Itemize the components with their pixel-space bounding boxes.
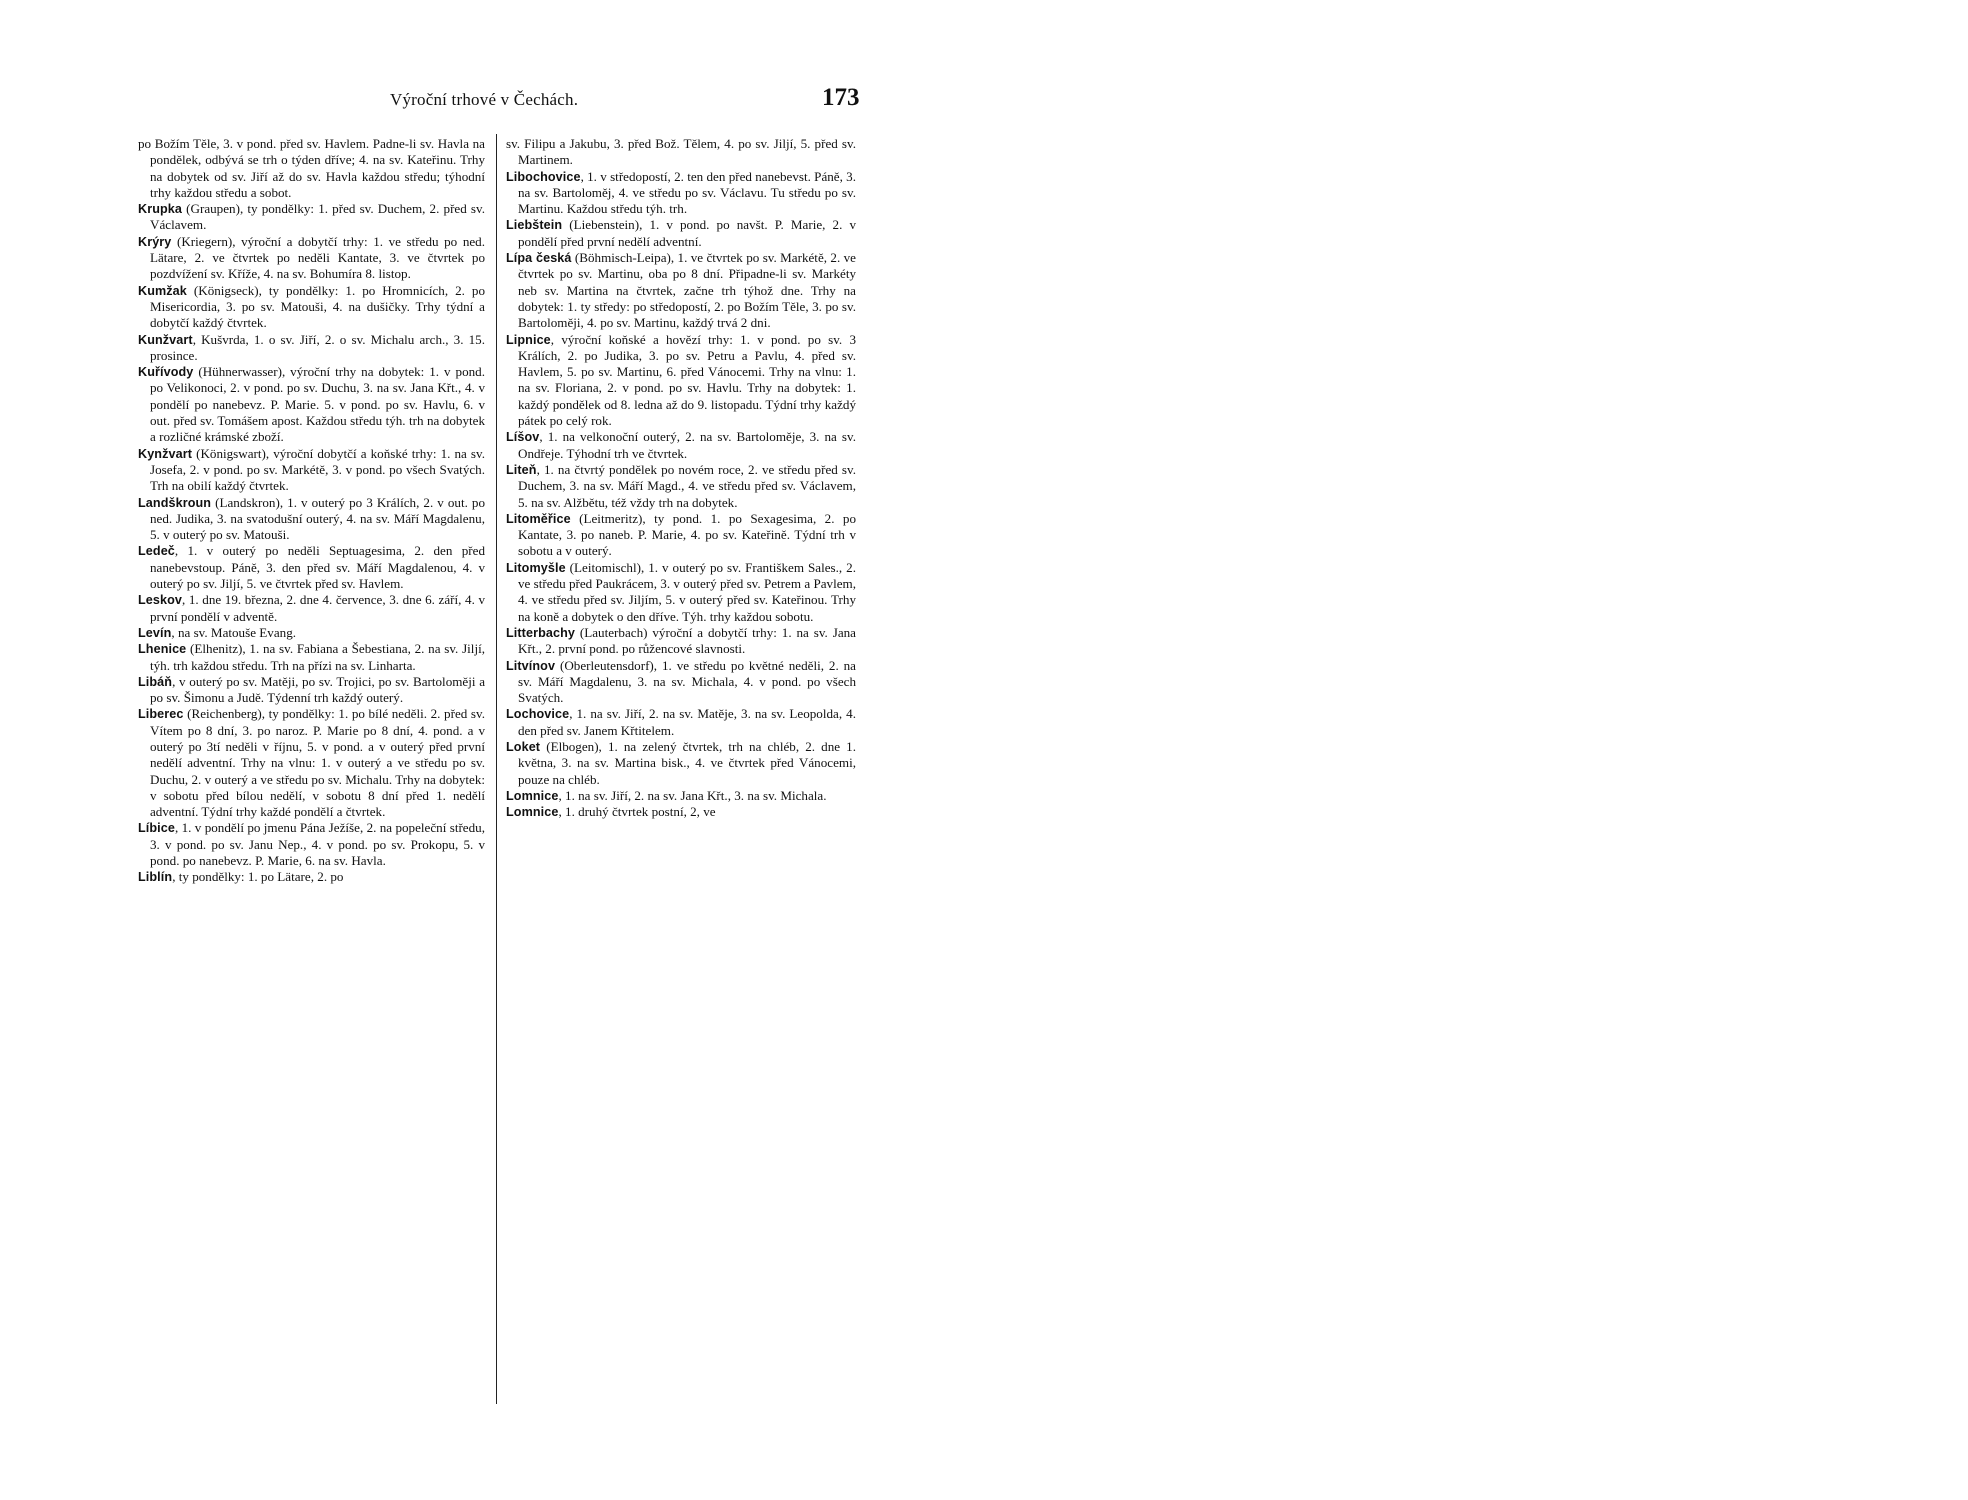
entry-text: , 1. na velkonoční outerý, 2. na sv. Bartoloměje, 3. na sv. Ondřeje. Týhodní trh ve čtvrtek. (518, 429, 856, 461)
entry-text: , 1. v outerý po neděli Septuagesima, 2. den před nanebevstoup. Páně, 3. den před sv. Máří Magdalenou, 4. v outerý po sv. Jiljí, 5. ve čtvrtek před sv. Havlem. (150, 543, 485, 592)
town-name: Kumžak (138, 283, 187, 298)
market-entry (506, 511, 856, 560)
market-entry (138, 332, 485, 365)
town-name: Litvínov (506, 658, 556, 673)
town-name: Lhenice (138, 642, 187, 657)
entry-text: (Böhmisch-Leipa), 1. ve čtvrtek po sv. Markétě, 2. ve čtvrtek po sv. Martinu, oba po 8 dní. Připadne-li sv. Markéty neb sv. Martina na čtvrtek, začne trh týhož dne. Trhy na dobytek: 1. ty středy: po středopostí, 2. po Božím Těle, 3. po sv. Bartoloměji, 4. po sv. Martinu, každý trvá 2 dni. (518, 250, 856, 331)
town-name: Lomnice (506, 805, 559, 820)
market-entry (506, 217, 856, 250)
market-entry (138, 446, 485, 495)
market-entry (506, 788, 856, 804)
market-entry (506, 332, 856, 430)
town-name: Litomyšle (506, 560, 566, 575)
entry-text: , 1. na sv. Jiří, 2. na sv. Matěje, 3. na sv. Leopolda, 4. den před sv. Janem Křtitelem. (518, 706, 856, 738)
entry-text: , na sv. Matouše Evang. (171, 624, 297, 640)
text-column (506, 136, 856, 820)
entry-text: (Leitmeritz), ty pond. 1. po Sexagesima, 2. po Kantate, 3. po naneb. P. Marie, 4. po sv. Kateřině. Týdní trh v sobotu a v outerý. (518, 510, 856, 559)
entry-text: , 1. druhý čtvrtek postní, 2, ve (558, 804, 716, 820)
town-name: Liblín (138, 870, 173, 885)
town-name: Líbice (138, 821, 175, 836)
entry-text: (Königseck), ty pondělky: 1. po Hromnicích, 2. po Misericordia, 3. po sv. Matouši, 4. na dušičky. Trhy týdní a dobytčí každý čtvrtek. (150, 282, 485, 331)
entry-text: , výroční koňské a hovězí trhy: 1. v pond. po sv. 3 Králích, 2. po Judika, 3. po sv. Petru a Pavlu, 4. před sv. Havlem, 5. po sv. Martinu, 6. před Vánocemi. Trhy na vlnu: 1. na sv. Floriana, 2. v pond. po sv. Havlu. Trhy na dobytek: 1. každý pondělek od 8. ledna až do 9. listopadu. Týdní trhy každý pátek po celý rok. (518, 331, 856, 429)
market-entry (506, 136, 856, 169)
entry-text: , 1. na sv. Jiří, 2. na sv. Jana Křt., 3. na sv. Michala. (558, 787, 827, 803)
market-entry (138, 625, 485, 641)
market-entry (506, 560, 856, 625)
town-name: Krupka (138, 202, 182, 217)
entry-text: , 1. dne 19. března, 2. dne 4. července, 3. dne 6. září, 4. v první pondělí v adventě. (150, 592, 485, 624)
town-name: Ledeč (138, 544, 175, 559)
town-name: Loket (506, 739, 541, 754)
market-entry (138, 364, 485, 445)
town-name: Landškroun (138, 495, 212, 510)
entry-text: po Božím Těle, 3. v pond. před sv. Havlem. Padne-li sv. Havla na pondělek, odbývá se trh o týden dříve; 4. na sv. Kateřinu. Trhy na dobytek od sv. Jiří až do sv. Havla každou středu; týhodní trhy každou středu a sobot. (138, 136, 485, 200)
entry-text: (Kriegern), výroční a dobytčí trhy: 1. ve středu po ned. Lätare, 2. ve čtvrtek po neděli Kantate, 3. ve čtvrtek po pozdvížení sv. Kříže, 4. na sv. Bohumíra 8. listop. (150, 233, 485, 282)
market-entry (506, 462, 856, 511)
town-name: Kynžvart (138, 446, 192, 461)
entry-text: (Königswart), výroční dobytčí a koňské trhy: 1. na sv. Josefa, 2. v pond. po sv. Markétě, 3. v pond. po všech Svatých. Trh na obilí každý čtvrtek. (150, 445, 485, 494)
market-entry (138, 869, 485, 885)
market-entry (138, 592, 485, 625)
town-name: Liebštein (506, 218, 563, 233)
market-entry (138, 674, 485, 707)
entry-text: , ty pondělky: 1. po Lätare, 2. po (172, 869, 344, 885)
entry-text: (Landskron), 1. v outerý po 3 Králích, 2. v out. po ned. Judika, 3. na svatodušní outerý, 4. na sv. Máří Magdalenu, 5. v outerý po sv. Matouši. (150, 494, 485, 543)
entry-text: , v outerý po sv. Matěji, po sv. Trojici, po sv. Bartoloměji a po sv. Šimonu a Judě. Týdenní trh každý outerý. (150, 673, 485, 706)
column-divider (496, 134, 497, 1404)
entry-text: (Elhenitz), 1. na sv. Fabiana a Šebestiana, 2. na sv. Jiljí, týh. trh každou středu. Trh na přízi na sv. Linharta. (150, 641, 485, 673)
entry-text: sv. Filipu a Jakubu, 3. před Bož. Tělem, 4. po sv. Jiljí, 5. před sv. Martinem. (506, 136, 856, 168)
town-name: Lipnice (506, 332, 551, 347)
town-name: Lomnice (506, 788, 559, 803)
entry-text: (Oberleutensdorf), 1. ve středu po květné neděli, 2. na sv. Máří Magdalenu, 3. na sv. Michala, 4. v pond. po všech Svatých. (518, 657, 856, 706)
entry-text: (Graupen), ty pondělky: 1. před sv. Duchem, 2. před sv. Václavem. (150, 201, 485, 233)
entry-text: , Kušvrda, 1. o sv. Jiří, 2. o sv. Michalu arch., 3. 15. prosince. (150, 331, 485, 363)
entry-text: , 1. na čtvrtý pondělek po novém roce, 2. ve středu před sv. Duchem, 3. na sv. Máří Magd., 4. ve středu před sv. Václavem, 5. na sv. Alžbětu, též vždy trh na dobytek. (518, 461, 856, 510)
town-name: Leskov (138, 593, 183, 608)
market-entry (506, 658, 856, 707)
town-name: Kunžvart (138, 332, 193, 347)
town-name: Libáň (138, 674, 173, 689)
market-entry (138, 201, 485, 234)
market-entry (138, 234, 485, 283)
entry-text: (Reichenberg), ty pondělky: 1. po bílé neděli. 2. před sv. Vítem po 8 dní, 3. po naroz. P. Marie po 8 dní, 4. pond. a v outerý po 3tí neděli v říjnu, 5. v pond. a v outerý před první nedělí adventní. Trhy na vlnu: 1. v outerý a ve středu po sv. Duchu, 2. v outerý a ve středu po sv. Michalu. Trhy na dobytek: v sobotu před bílou nedělí, v sobotu 8 dní před 1. nedělí adventní. Týdní trhy každé pondělí a čtvrtek. (150, 706, 485, 820)
market-entry (506, 429, 856, 462)
town-name: Litoměřice (506, 511, 571, 526)
town-name: Líšov (506, 430, 540, 445)
town-name: Litterbachy (506, 625, 575, 640)
entry-text: (Leitomischl), 1. v outerý po sv. Františkem Sales., 2. ve středu před Paukrácem, 3. v outerý před sv. Petrem a Pavlem, 4. ve středu před sv. Jiljím, 5. v outerý před sv. Kateřinou. Trhy na koně a dobytek o den dříve. Týh. trhy každou sobotu. (518, 559, 856, 624)
town-name: Liteň (506, 462, 537, 477)
market-entry (138, 820, 485, 869)
market-entry (506, 625, 856, 658)
entry-text: , 1. v středopostí, 2. ten den před nanebevst. Páně, 3. na sv. Bartoloměj, 4. ve středu po sv. Václavu. Tu středu po sv. Martinu. Každou středu týh. trh. (518, 168, 856, 217)
town-name: Libochovice (506, 169, 581, 184)
page-number: 173 (822, 84, 860, 111)
market-entry (506, 706, 856, 739)
market-entry (138, 136, 485, 201)
entry-text: (Liebenstein), 1. v pond. po navšt. P. Marie, 2. v pondělí před první nedělí adventní. (518, 217, 856, 249)
market-entry (138, 641, 485, 674)
market-entry (138, 543, 485, 592)
town-name: Lochovice (506, 707, 570, 722)
market-entry (506, 250, 856, 331)
town-name: Krýry (138, 234, 172, 249)
town-name: Kuřívody (138, 365, 194, 380)
market-entry (506, 739, 856, 788)
running-head: Výroční trhové v Čechách. (390, 90, 579, 109)
market-entry (138, 495, 485, 544)
market-entry (138, 706, 485, 820)
town-name: Levín (138, 625, 172, 640)
market-entry (506, 804, 856, 820)
town-name: Lípa česká (506, 251, 572, 266)
market-entry (506, 169, 856, 218)
town-name: Liberec (138, 707, 184, 722)
entry-text: (Hühnerwasser), výroční trhy na dobytek: 1. v pond. po Velikonoci, 2. v pond. po sv. Duchu, 3. na sv. Jana Křt., 4. v pondělí po nanebevz. P. Marie. 5. v pond. po sv. Havlu, 6. v out. před sv. Tomášem apost. Každou středu týh. trh na dobytek a rozličné krámské zboží. (150, 364, 485, 445)
entry-text: , 1. v pondělí po jmenu Pána Ježíše, 2. na popeleční středu, 3. v pond. po sv. Janu Nep., 4. v pond. po sv. Prokopu, 5. v pond. po nanebevz. P. Marie, 6. na sv. Havla. (150, 820, 485, 869)
market-entry (138, 283, 485, 332)
entry-text: (Lauterbach) výroční a dobytčí trhy: 1. na sv. Jana Křt., 2. první pond. po růžencové slavnosti. (518, 624, 856, 657)
right-page (984, 0, 1968, 1500)
text-column (138, 136, 485, 886)
entry-text: (Elbogen), 1. na zelený čtvrtek, trh na chléb, 2. dne 1. května, 3. na sv. Martina bisk., 4. ve čtvrtek před Vánocemi, pouze na chléb. (518, 738, 856, 787)
